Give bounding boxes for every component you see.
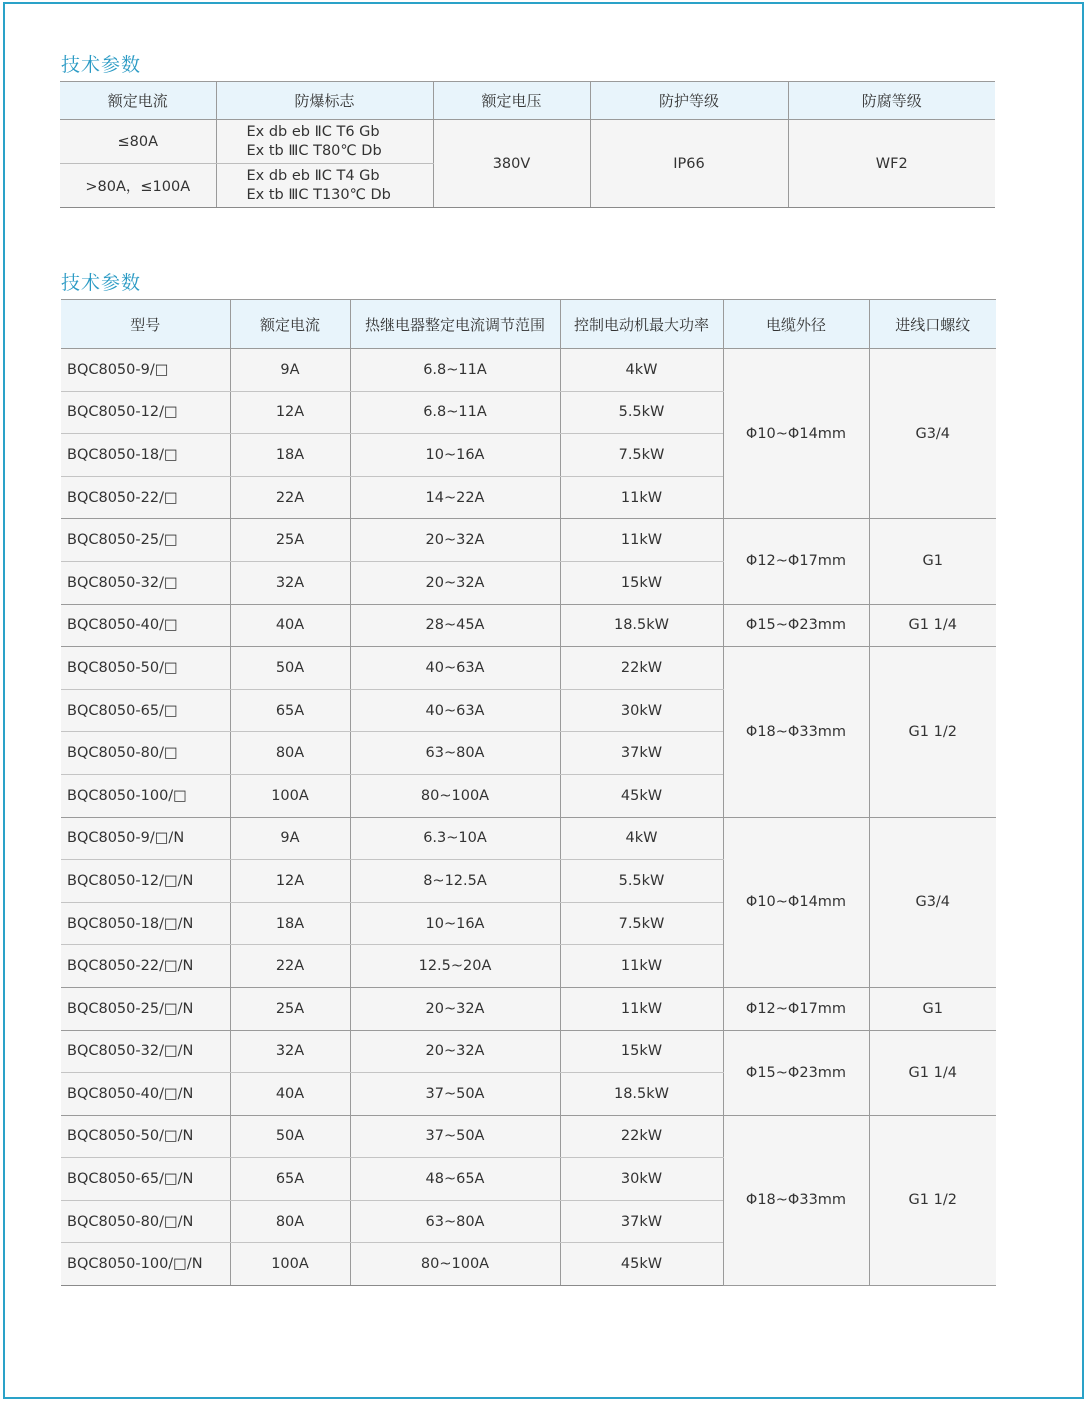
relay-range-cell: 80~100A [350, 1243, 560, 1286]
table-header-row [61, 300, 996, 349]
model-cell: BQC8050-50/□/N [61, 1115, 230, 1158]
relay-range-cell: 20~32A [350, 561, 560, 604]
cable-diameter-cell: Φ18~Φ33mm [723, 647, 869, 817]
rated-current-cell: 40A [230, 1073, 350, 1116]
cable-diameter-cell: Φ12~Φ17mm [723, 519, 869, 604]
model-cell: BQC8050-12/□/N [61, 860, 230, 903]
model-cell: BQC8050-40/□/N [61, 1073, 230, 1116]
relay-range-cell: 48~65A [350, 1158, 560, 1201]
header-ex-mark: 防爆标志 [216, 82, 433, 120]
cable-diameter-cell: Φ15~Φ23mm [723, 604, 869, 647]
ex-mark-line: Ex db eb ⅡC T6 Gb [246, 123, 380, 140]
header-rated-current: 额定电流 [230, 300, 350, 349]
relay-range-cell: 20~32A [350, 1030, 560, 1073]
table-row [61, 604, 996, 647]
ex-mark-cell [216, 164, 433, 208]
relay-range-cell: 28~45A [350, 604, 560, 647]
model-cell: BQC8050-80/□/N [61, 1200, 230, 1243]
max-power-cell: 11kW [560, 476, 723, 519]
header-relay-range: 热继电器整定电流调节范围 [350, 300, 560, 349]
max-power-cell: 11kW [560, 519, 723, 562]
rated-current-cell: 100A [230, 1243, 350, 1286]
max-power-cell: 7.5kW [560, 434, 723, 477]
rated-current-cell: 18A [230, 434, 350, 477]
model-cell: BQC8050-9/□/N [61, 817, 230, 860]
model-cell: BQC8050-32/□/N [61, 1030, 230, 1073]
header-entry-thread: 进线口螺纹 [869, 300, 996, 349]
table-row [61, 519, 996, 562]
max-power-cell: 15kW [560, 561, 723, 604]
entry-thread-cell: G1 1/4 [869, 604, 996, 647]
relay-range-cell: 6.3~10A [350, 817, 560, 860]
rated-current-cell: 32A [230, 561, 350, 604]
rated-current-cell: 18A [230, 902, 350, 945]
table-row [61, 349, 996, 392]
max-power-cell: 30kW [560, 689, 723, 732]
relay-range-cell: 14~22A [350, 476, 560, 519]
max-power-cell: 37kW [560, 1200, 723, 1243]
table-row [60, 120, 995, 164]
ex-mark-line: Ex db eb ⅡC T4 Gb [246, 167, 380, 184]
max-power-cell: 22kW [560, 647, 723, 690]
rated-current-cell: 65A [230, 689, 350, 732]
header-model: 型号 [61, 300, 230, 349]
relay-range-cell: 8~12.5A [350, 860, 560, 903]
header-protection-grade: 防护等级 [590, 82, 788, 120]
entry-thread-cell: G1 1/4 [869, 1030, 996, 1115]
spec-table-1 [60, 81, 995, 208]
relay-range-cell: 20~32A [350, 987, 560, 1030]
rated-current-cell: 50A [230, 1115, 350, 1158]
relay-range-cell: 37~50A [350, 1115, 560, 1158]
relay-range-cell: 40~63A [350, 647, 560, 690]
model-cell: BQC8050-80/□ [61, 732, 230, 775]
rated-current-cell: 22A [230, 945, 350, 988]
max-power-cell: 11kW [560, 945, 723, 988]
header-max-motor-power: 控制电动机最大功率 [560, 300, 723, 349]
max-power-cell: 4kW [560, 817, 723, 860]
model-cell: BQC8050-100/□ [61, 774, 230, 817]
max-power-cell: 18.5kW [560, 1073, 723, 1116]
table-row [61, 987, 996, 1030]
header-rated-voltage: 额定电压 [433, 82, 590, 120]
table-row [61, 817, 996, 860]
ex-mark-line: Ex tb ⅢC T80℃ Db [246, 142, 382, 159]
ex-mark-cell [216, 120, 433, 164]
rated-voltage-cell: 380V [433, 120, 590, 208]
relay-range-cell: 10~16A [350, 434, 560, 477]
relay-range-cell: 6.8~11A [350, 391, 560, 434]
max-power-cell: 7.5kW [560, 902, 723, 945]
model-cell: BQC8050-65/□/N [61, 1158, 230, 1201]
max-power-cell: 5.5kW [560, 860, 723, 903]
rated-current-cell: 65A [230, 1158, 350, 1201]
relay-range-cell: 20~32A [350, 519, 560, 562]
header-rated-current: 额定电流 [60, 82, 216, 120]
rated-current-cell: 25A [230, 987, 350, 1030]
table-row [61, 1030, 996, 1073]
ex-mark-line: Ex tb ⅢC T130℃ Db [246, 186, 391, 203]
model-cell: BQC8050-50/□ [61, 647, 230, 690]
model-cell: BQC8050-22/□/N [61, 945, 230, 988]
table-header-row [60, 82, 995, 120]
entry-thread-cell: G1 [869, 519, 996, 604]
entry-thread-cell: G1 1/2 [869, 647, 996, 817]
rated-current-cell: 22A [230, 476, 350, 519]
relay-range-cell: 12.5~20A [350, 945, 560, 988]
rated-current-cell: 12A [230, 860, 350, 903]
model-cell: BQC8050-9/□ [61, 349, 230, 392]
rated-current-cell: 12A [230, 391, 350, 434]
model-cell: BQC8050-40/□ [61, 604, 230, 647]
relay-range-cell: 10~16A [350, 902, 560, 945]
cable-diameter-cell: Φ18~Φ33mm [723, 1115, 869, 1285]
entry-thread-cell: G3/4 [869, 349, 996, 519]
max-power-cell: 18.5kW [560, 604, 723, 647]
model-cell: BQC8050-65/□ [61, 689, 230, 732]
relay-range-cell: 6.8~11A [350, 349, 560, 392]
relay-range-cell: 37~50A [350, 1073, 560, 1116]
cable-diameter-cell: Φ12~Φ17mm [723, 987, 869, 1030]
entry-thread-cell: G3/4 [869, 817, 996, 987]
model-cell: BQC8050-22/□ [61, 476, 230, 519]
max-power-cell: 11kW [560, 987, 723, 1030]
relay-range-cell: 80~100A [350, 774, 560, 817]
model-cell: BQC8050-32/□ [61, 561, 230, 604]
spec-table-2 [61, 299, 996, 1286]
max-power-cell: 5.5kW [560, 391, 723, 434]
model-cell: BQC8050-12/□ [61, 391, 230, 434]
entry-thread-cell: G1 [869, 987, 996, 1030]
relay-range-cell: 63~80A [350, 732, 560, 775]
rated-current-cell: 32A [230, 1030, 350, 1073]
rated-current-cell: 80A [230, 732, 350, 775]
model-cell: BQC8050-25/□/N [61, 987, 230, 1030]
rated-current-cell: ≤80A [60, 120, 216, 164]
cable-diameter-cell: Φ15~Φ23mm [723, 1030, 869, 1115]
max-power-cell: 15kW [560, 1030, 723, 1073]
rated-current-cell: 25A [230, 519, 350, 562]
rated-current-cell: 40A [230, 604, 350, 647]
rated-current-cell: 100A [230, 774, 350, 817]
rated-current-cell: 50A [230, 647, 350, 690]
cable-diameter-cell: Φ10~Φ14mm [723, 349, 869, 519]
max-power-cell: 45kW [560, 1243, 723, 1286]
max-power-cell: 45kW [560, 774, 723, 817]
header-anticorrosion-grade: 防腐等级 [788, 82, 995, 120]
table-row [61, 1115, 996, 1158]
section-title-2: 技术参数 [61, 272, 142, 294]
relay-range-cell: 40~63A [350, 689, 560, 732]
max-power-cell: 37kW [560, 732, 723, 775]
rated-current-cell: >80A，≤100A [60, 164, 216, 208]
header-cable-diameter: 电缆外径 [723, 300, 869, 349]
model-cell: BQC8050-18/□ [61, 434, 230, 477]
spec-table-2-body [61, 349, 996, 1286]
entry-thread-cell: G1 1/2 [869, 1115, 996, 1285]
model-cell: BQC8050-25/□ [61, 519, 230, 562]
table-row [61, 647, 996, 690]
max-power-cell: 22kW [560, 1115, 723, 1158]
rated-current-cell: 9A [230, 349, 350, 392]
anticorrosion-grade-cell: WF2 [788, 120, 995, 208]
section-title-1: 技术参数 [61, 54, 142, 76]
max-power-cell: 30kW [560, 1158, 723, 1201]
cable-diameter-cell: Φ10~Φ14mm [723, 817, 869, 987]
protection-grade-cell: IP66 [590, 120, 788, 208]
rated-current-cell: 9A [230, 817, 350, 860]
relay-range-cell: 63~80A [350, 1200, 560, 1243]
model-cell: BQC8050-100/□/N [61, 1243, 230, 1286]
model-cell: BQC8050-18/□/N [61, 902, 230, 945]
rated-current-cell: 80A [230, 1200, 350, 1243]
max-power-cell: 4kW [560, 349, 723, 392]
